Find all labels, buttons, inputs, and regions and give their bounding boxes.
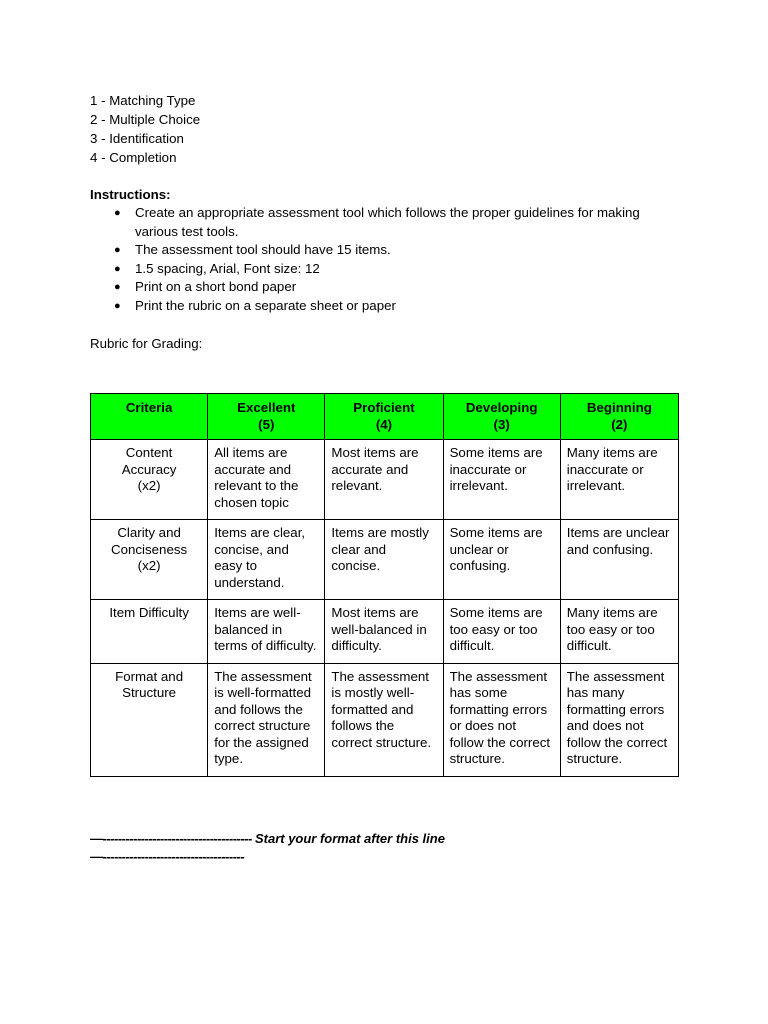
table-row [91,663,679,776]
criteria-cell [91,520,208,600]
separator-dashes: —------------------------------------- [90,849,245,864]
score-cell: Some items are inaccurate or irrelevant. [443,440,560,520]
format-separator-line [90,830,710,866]
score-cell: Most items are well-balanced in difficulty. [325,600,443,664]
test-type-item: 2 - Multiple Choice [90,112,201,127]
score-cell: Items are well-balanced in terms of difficulty. [208,600,325,664]
rubric-label: Rubric for Grading: [90,336,203,351]
test-type-item: 1 - Matching Type [90,93,196,108]
score-cell: Most items are accurate and relevant. [325,440,443,520]
instruction-item [90,278,675,297]
instruction-item [90,260,675,279]
score-cell: Many items are inaccurate or irrelevant. [560,440,678,520]
header-proficient [325,394,443,440]
header-criteria [91,394,208,440]
score-cell: Many items are too easy or too difficult. [560,600,678,664]
rubric-table [90,393,679,777]
score-cell: All items are accurate and relevant to the chosen topic [208,440,325,520]
header-points: (2) [611,416,628,432]
instruction-text: Create an appropriate assessment tool which follows the proper guidelines for making various test tools. [135,205,640,239]
test-type-item: 3 - Identification [90,131,184,146]
criteria-name: Clarity and Conciseness [111,525,188,557]
criteria-weight: (x2) [137,558,161,573]
header-developing [443,394,560,440]
criteria-cell [91,663,208,776]
header-points: (3) [493,416,510,432]
header-title: Beginning [586,400,652,415]
criteria-name: Item Difficulty [109,605,189,620]
criteria-name: Format and Structure [115,668,184,700]
header-beginning [560,394,678,440]
instruction-text: Print the rubric on a separate sheet or paper [135,297,396,313]
score-cell: Items are mostly clear and concise. [325,520,443,600]
header-title: Excellent [237,400,296,415]
score-cell: The assessment is well-formatted and follows the correct structure for the assigned type. [208,663,325,776]
score-cell: The assessment is mostly well-formatted and follows the correct structure. [325,663,443,776]
bullet-icon: ● [114,207,121,219]
bullet-icon: ● [114,299,121,312]
table-row [91,440,679,520]
header-title: Proficient [353,400,415,415]
criteria-name: Content Accuracy [121,445,177,477]
instructions-heading: Instructions: [90,187,171,202]
table-row [91,520,679,600]
criteria-weight: (x2) [137,478,161,493]
score-cell: The assessment has many formatting errors and does not follow the correct structure. [560,663,678,776]
instruction-text: The assessment tool should have 15 items. [135,242,391,257]
header-excellent [208,394,325,440]
document-body [90,91,690,353]
header-points: (5) [258,416,275,432]
score-cell: The assessment has some formatting errors or does not follow the correct structure. [443,663,560,776]
score-cell: Some items are too easy or too difficult. [443,600,560,664]
score-cell: Some items are unclear or confusing. [443,520,560,600]
header-points: (4) [375,416,393,432]
test-type-item: 4 - Completion [90,150,177,165]
separator-dashes: —--------------------------------------- [90,831,252,846]
table-row [91,600,679,664]
instruction-item [90,297,675,316]
header-title: Criteria [125,400,173,415]
criteria-cell [91,440,208,520]
separator-text: Start your format after this line [254,831,445,846]
rubric-header-row [91,394,679,440]
header-title: Developing [465,400,538,415]
score-cell: Items are clear, concise, and easy to understand. [208,520,325,600]
instructions-list [90,204,690,315]
instruction-item [90,204,675,241]
bullet-icon: ● [114,281,121,293]
instruction-text: Print on a short bond paper [135,279,297,294]
instruction-text: 1.5 spacing, Arial, Font size: 12 [135,260,320,276]
criteria-cell [91,600,208,664]
bullet-icon: ● [114,244,121,256]
instruction-item [90,241,675,260]
score-cell: Items are unclear and confusing. [560,520,678,600]
bullet-icon: ● [114,262,121,275]
